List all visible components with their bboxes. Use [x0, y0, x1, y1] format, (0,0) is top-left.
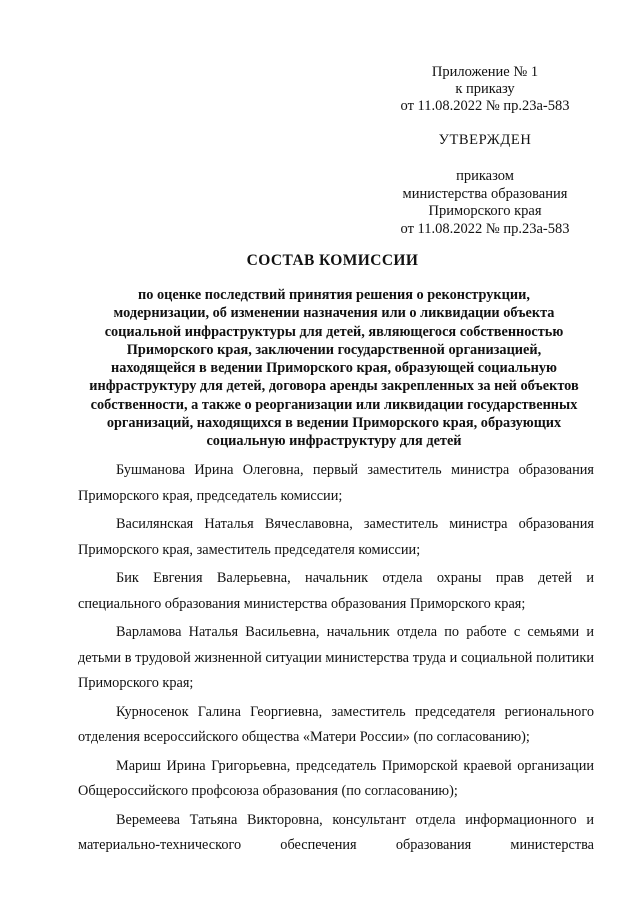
member-entry: Курносенок Галина Георгиевна, заместитель председателя регионального отделения всероссийского общества «Матери России» (по согласованию);: [78, 703, 594, 745]
subtitle-line: организаций, находящихся в ведении Приморского края, образующих: [106, 415, 562, 432]
subtitle-line: находящейся в ведении Приморского края, образующей социальную: [111, 360, 557, 377]
subtitle-line: модернизации, об изменении назначения или о ликвидации объекта: [113, 305, 555, 322]
member-entry: Варламова Наталья Васильевна, начальник отдела по работе с семьями и детьми в трудовой жизненной ситуации министерства труда и социальной политики Приморского края;: [78, 624, 594, 691]
subtitle-line: инфраструктуру для детей, договора аренды закрепленных за ней объектов: [89, 378, 579, 395]
order-line: Приморского края: [428, 203, 542, 219]
subtitle-line: по оценке последствий принятия решения о реконструкции,: [138, 287, 530, 303]
appendix-line: к приказу: [455, 81, 515, 97]
appendix-line: Приложение № 1: [431, 64, 539, 80]
document-title: СОСТАВ КОМИССИИ: [246, 252, 419, 269]
subtitle-line: собственности, а также о реорганизации или ликвидации государственных: [90, 396, 578, 413]
subtitle-line: социальной инфраструктуры для детей, являющегося собственностью: [104, 323, 564, 340]
document-subtitle: [66, 286, 602, 451]
commission-members-list: [78, 458, 594, 862]
member-entry: Бушманова Ирина Олеговна, первый заместитель министра образования Приморского края, председатель комиссии;: [78, 462, 594, 504]
appendix-block: [390, 64, 580, 115]
order-line: от 11.08.2022 № пр.23а-583: [400, 220, 570, 237]
approved-stamp-text: УТВЕРЖДЕН: [438, 132, 532, 148]
subtitle-line: Приморского края, заключении государственной организацией,: [126, 341, 542, 358]
order-line: министерства образования: [402, 185, 568, 202]
appendix-line: от 11.08.2022 № пр.23а-583: [400, 98, 570, 114]
subtitle-line: социальную инфраструктуру для детей: [206, 433, 462, 450]
order-reference-block: [380, 168, 590, 238]
order-line: приказом: [456, 168, 514, 184]
member-entry: Василянская Наталья Вячеславовна, заместитель министра образования Приморского края, заместитель председателя комиссии;: [78, 516, 594, 558]
member-entry: Мариш Ирина Григорьевна, председатель Приморской краевой организации Общероссийского профсоюза образования (по согласованию);: [78, 757, 594, 799]
member-entry: Бик Евгения Валерьевна, начальник отдела охраны прав детей и специального образования министерства образования Приморского края;: [78, 570, 594, 612]
member-entry: Веремеева Татьяна Викторовна, консультант отдела информационного и материально-технического обеспечения образования министерства: [78, 811, 594, 853]
